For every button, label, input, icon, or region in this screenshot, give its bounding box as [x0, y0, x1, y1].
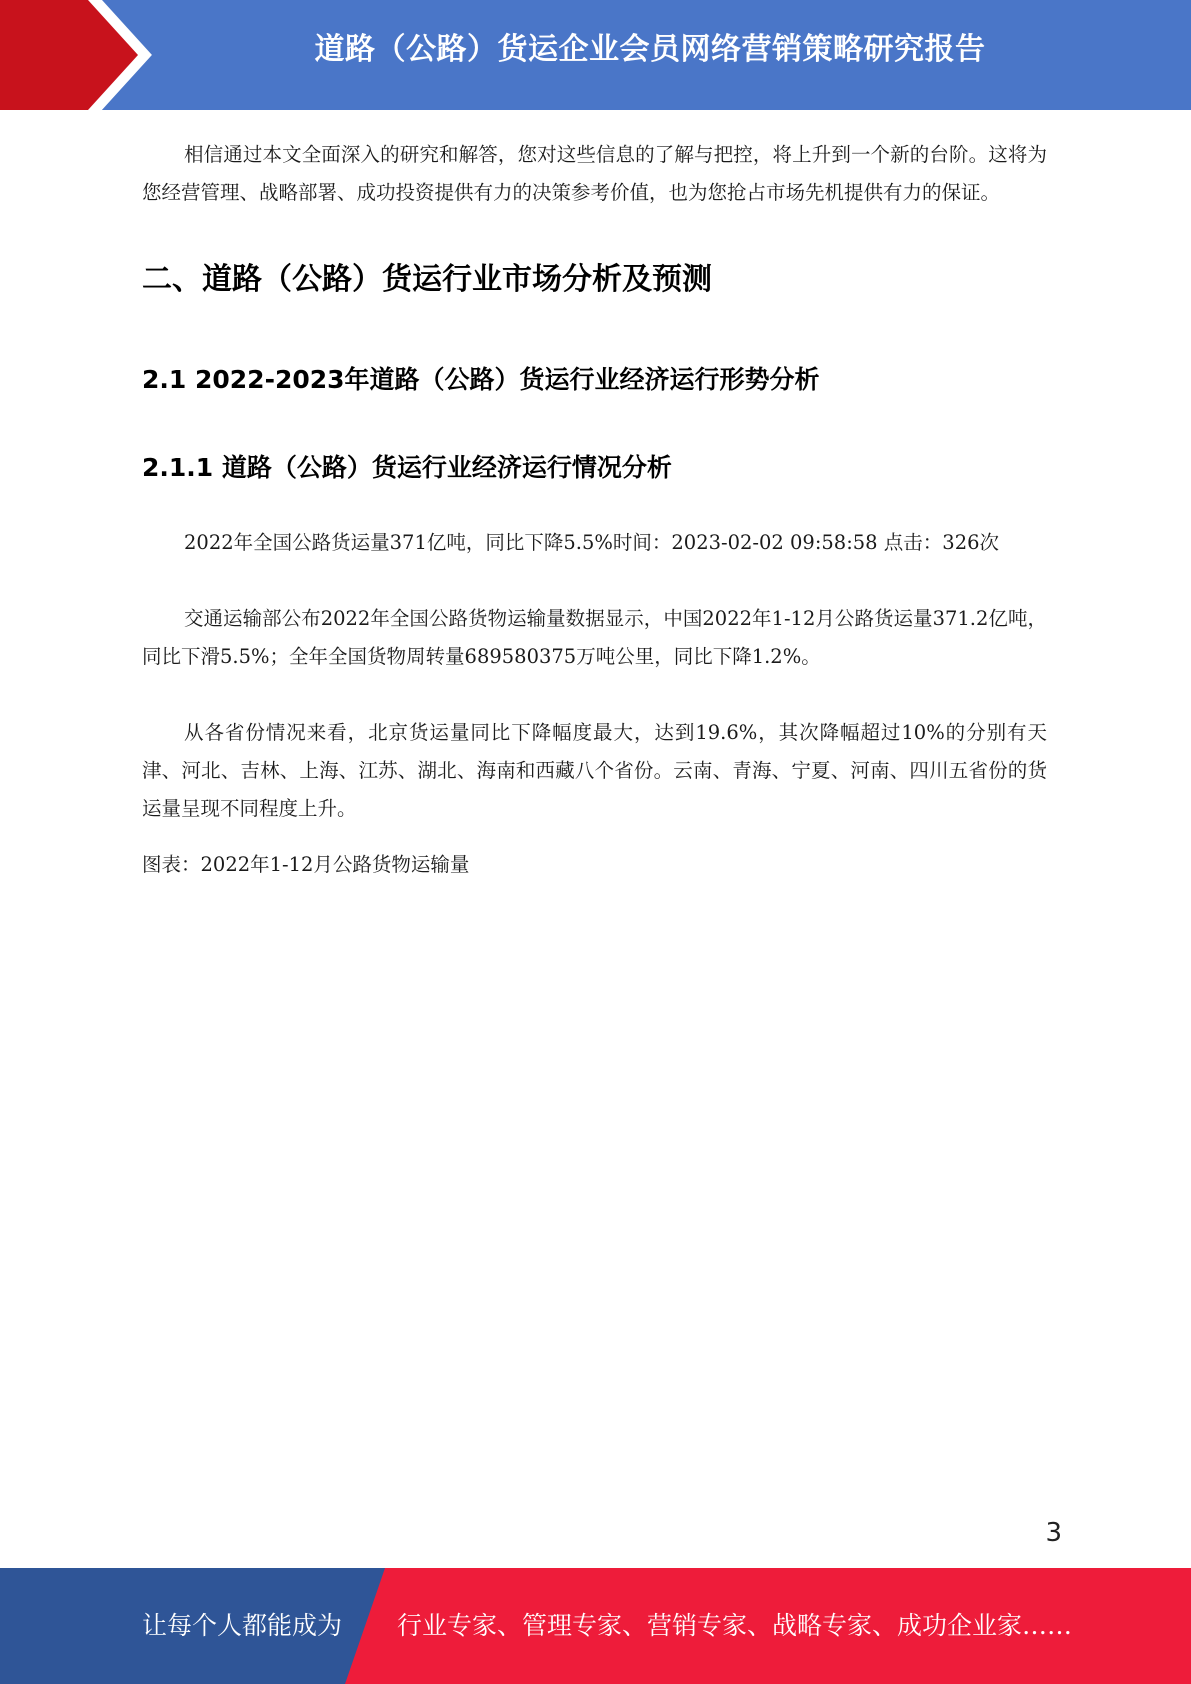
section-2-heading: 二、道路（公路）货运行业市场分析及预测 [142, 262, 712, 297]
report-title: 道路（公路）货运企业会员网络营销策略研究报告 [314, 32, 986, 67]
figure-caption: 图表：2022年1-12月公路货物运输量 [142, 853, 470, 876]
news-headline-line: 2022年全国公路货运量371亿吨，同比下降5.5%时间：2023-02-02 09:58:58 点击：326次 [184, 531, 1000, 554]
page-footer [0, 1568, 1191, 1684]
section-2-1-heading: 2.1 2022-2023年道路（公路）货运行业经济运行形势分析 [142, 365, 820, 394]
page-number: 3 [1045, 1518, 1062, 1548]
page-header [0, 0, 1191, 110]
freight-volume-paragraph: 交通运输部公布2022年全国公路货物运输量数据显示，中国2022年1-12月公路货运量371.2亿吨，同比下滑5.5%；全年全国货物周转量689580375万吨公里，同比下降1.2%。 [142, 607, 1047, 668]
province-analysis-paragraph: 从各省份情况来看，北京货运量同比下降幅度最大，达到19.6%，其次降幅超过10%的分别有天津、河北、吉林、上海、江苏、湖北、海南和西藏八个省份。云南、青海、宁夏、河南、四川五省份的货运量呈现不同程度上升。 [142, 721, 1047, 820]
footer-slogan-left: 让每个人都能成为 [142, 1611, 343, 1640]
page-content [142, 136, 1047, 884]
footer-slogan-right: 行业专家、管理专家、营销专家、战略专家、成功企业家…… [397, 1611, 1073, 1640]
section-2-1-1-heading: 2.1.1 道路（公路）货运行业经济运行情况分析 [142, 453, 672, 482]
intro-paragraph: 相信通过本文全面深入的研究和解答，您对这些信息的了解与把控，将上升到一个新的台阶。这将为您经营管理、战略部署、成功投资提供有力的决策参考价值，也为您抢占市场先机提供有力的保证。 [142, 143, 1047, 204]
